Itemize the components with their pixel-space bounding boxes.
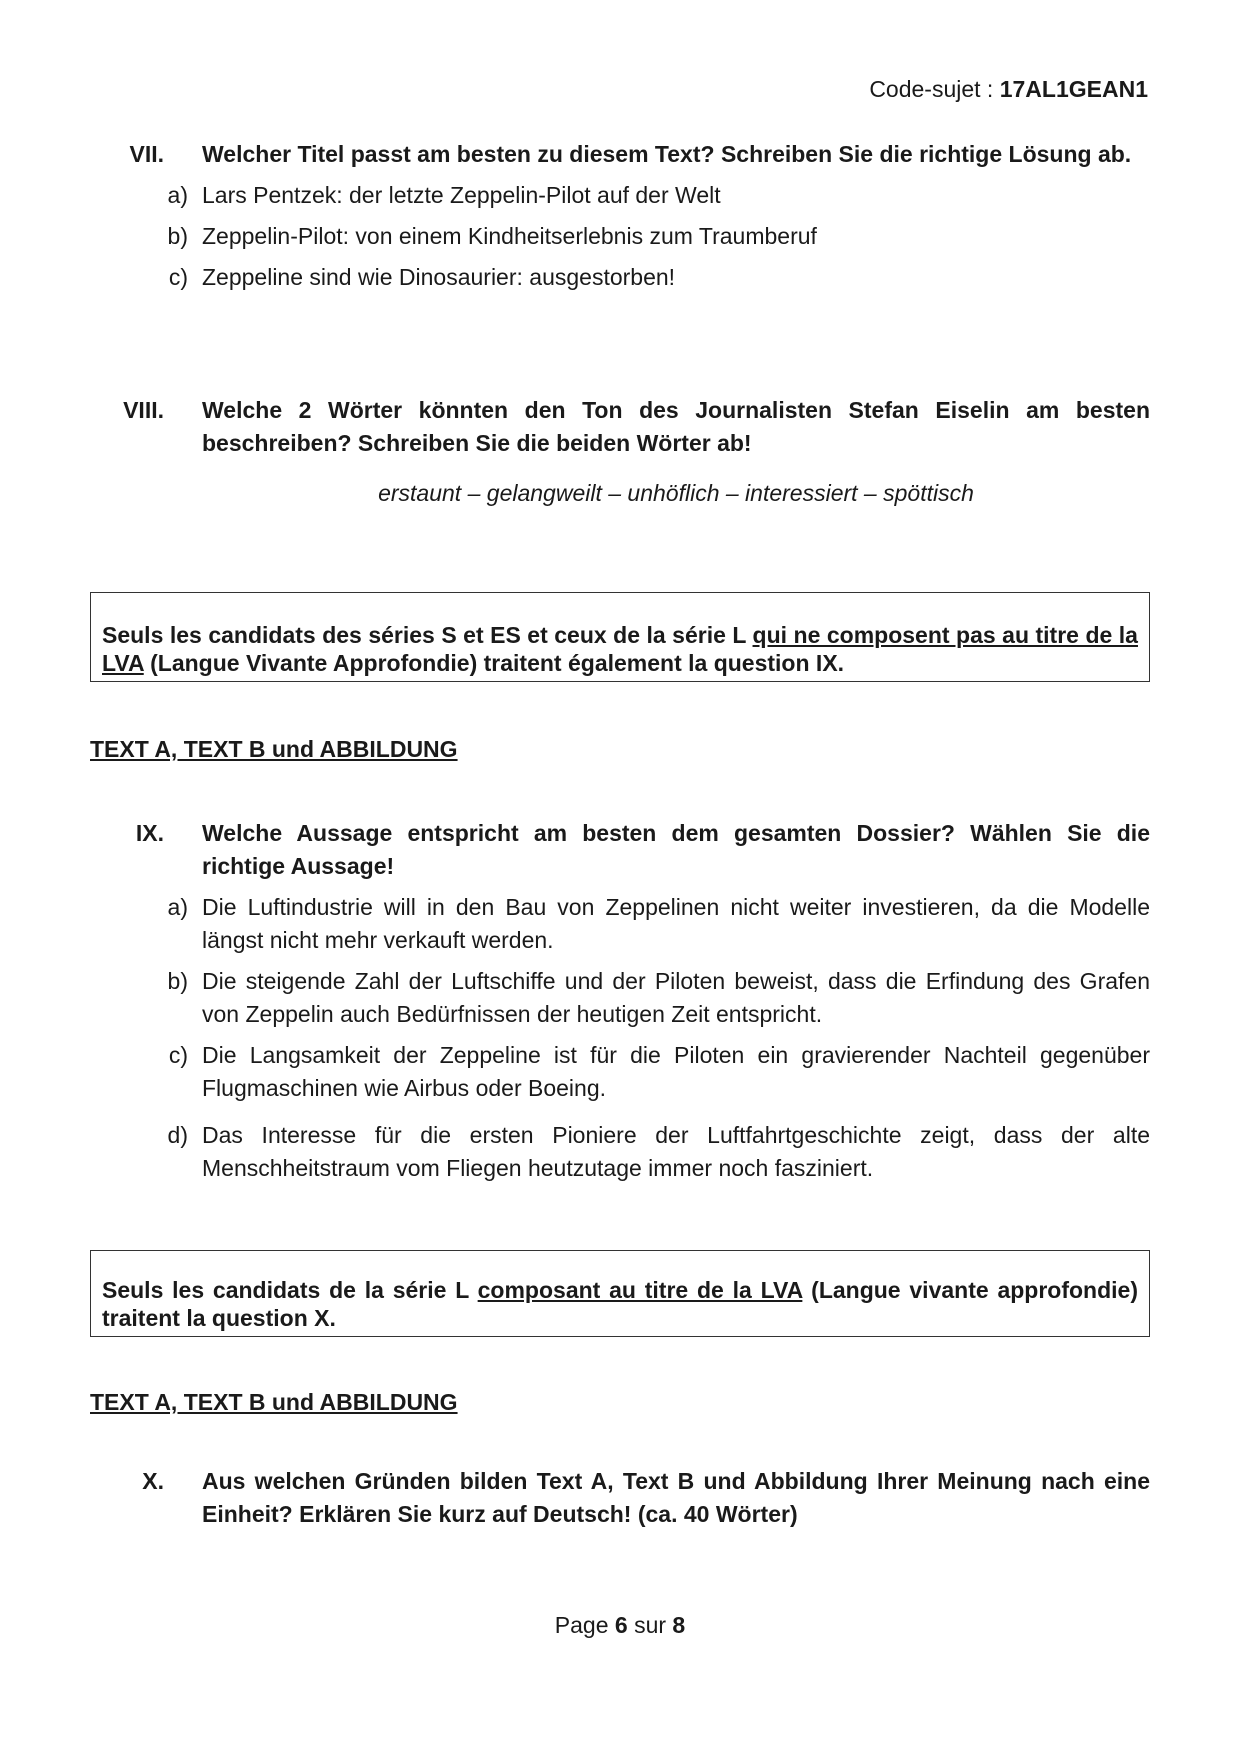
question-number: VIII. [123, 397, 164, 423]
question-number: IX. [135, 820, 164, 846]
option-label: d) [167, 1122, 188, 1148]
question-ix [90, 817, 1150, 1185]
question-number: X. [142, 1468, 164, 1494]
page-footer [0, 1612, 1240, 1639]
section-title: TEXT A, TEXT B und ABBILDUNG [90, 1389, 458, 1415]
option-text: Lars Pentzek: der letzte Zeppelin-Pilot auf der Welt [202, 182, 721, 208]
option-text: Zeppelin-Pilot: von einem Kindheitserlebnis zum Traumberuf [202, 223, 817, 249]
question-text: Welche 2 Wörter könnten den Ton des Journalisten Stefan Eiselin am besten beschreiben? Schreiben Sie die beiden Wörter ab! [202, 397, 1150, 456]
instruction-text-end: (Langue Vivante Approfondie) traitent également la question IX. [143, 650, 845, 676]
option-text: Zeppeline sind wie Dinosaurier: ausgestorben! [202, 264, 676, 290]
option-text: Die Luftindustrie will in den Bau von Zeppelinen nicht weiter investieren, da die Modelle längst nicht mehr verkauft werden. [202, 894, 1150, 953]
code-label: Code-sujet : [869, 76, 1000, 102]
question-viii [90, 394, 1150, 507]
instruction-text-end: (Langue vivante approfondie) traitent la question X. [102, 1277, 1138, 1331]
answer-option [90, 179, 1150, 212]
question-x [90, 1465, 1150, 1531]
answer-option [90, 1119, 1150, 1185]
instruction-box-x [90, 1250, 1150, 1337]
page-label: Page [554, 1612, 615, 1638]
page-total: 8 [672, 1612, 686, 1638]
code-value: 17AL1GEAN1 [999, 76, 1148, 102]
option-label: a) [167, 894, 188, 920]
option-label: a) [167, 182, 188, 208]
answer-option [90, 1039, 1150, 1105]
page-current: 6 [614, 1612, 628, 1638]
question-text: Welcher Titel passt am besten zu diesem Text? Schreiben Sie die richtige Lösung ab. [202, 141, 1132, 167]
word-choices: erstaunt – gelangweilt – unhöflich – interessiert – spöttisch [378, 480, 974, 506]
question-text: Welche Aussage entspricht am besten dem gesamten Dossier? Wählen Sie die richtige Aussage! [202, 820, 1150, 879]
section-title: TEXT A, TEXT B und ABBILDUNG [90, 736, 458, 762]
option-label: c) [168, 1042, 188, 1068]
option-label: c) [168, 264, 188, 290]
answer-option [90, 261, 1150, 294]
instruction-text: Seuls les candidats de la série L [102, 1277, 478, 1303]
sur-label: sur [627, 1612, 673, 1638]
answer-option [90, 965, 1150, 1031]
instruction-underlined: qui ne composent pas au titre de la LVA [102, 622, 1138, 676]
option-text: Die steigende Zahl der Luftschiffe und der Piloten beweist, dass die Erfindung des Grafen von Zeppelin auch Bedürfnissen der heutigen Zeit entspricht. [202, 968, 1150, 1027]
instruction-text: Seuls les candidats des séries S et ES et ceux de la série L [102, 622, 753, 648]
instruction-underlined: composant au titre de la LVA [477, 1277, 803, 1303]
instruction-box-ix [90, 592, 1150, 682]
code-sujet [869, 76, 1148, 103]
question-number: VII. [129, 141, 164, 167]
question-text: Aus welchen Gründen bilden Text A, Text B und Abbildung Ihrer Meinung nach eine Einheit? Erklären Sie kurz auf Deutsch! (ca. 40 Wörter) [202, 1468, 1150, 1527]
answer-option [90, 220, 1150, 253]
option-text: Die Langsamkeit der Zeppeline ist für die Piloten ein gravierender Nachteil gegenüber Flugmaschinen wie Airbus oder Boeing. [202, 1042, 1150, 1101]
option-label: b) [167, 223, 188, 249]
question-vii [90, 138, 1150, 294]
option-text: Das Interesse für die ersten Pioniere der Luftfahrtgeschichte zeigt, dass der alte Menschheitstraum vom Fliegen heutzutage immer noch fasziniert. [202, 1122, 1150, 1181]
answer-option [90, 891, 1150, 957]
option-label: b) [167, 968, 188, 994]
